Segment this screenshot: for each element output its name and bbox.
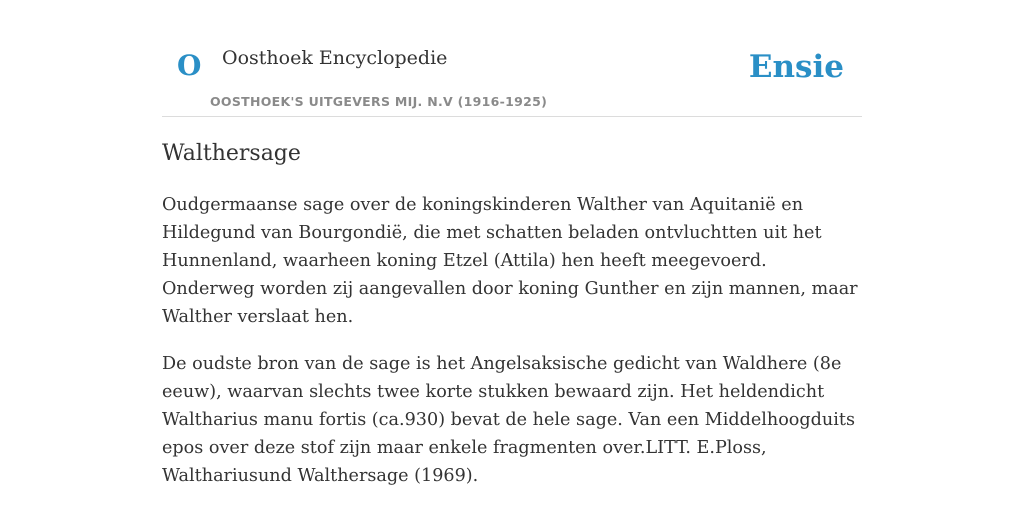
entry-title: Walthersage bbox=[162, 141, 301, 166]
oosthoek-logo[interactable]: O bbox=[177, 49, 202, 82]
source-title[interactable]: Oosthoek Encyclopedie bbox=[222, 47, 448, 69]
entry-paragraph: De oudste bron van de sage is het Angelsaksische gedicht van Waldhere (8e eeuw), waarvan slechts twee korte stukken bewaard zijn. Het heldendicht Waltharius manu fortis (ca.930) bevat de hele sage. Van een Middelhoogduits epos over deze stof zijn maar enkele fragmenten over.LITT. E.Ploss, Walthariusund Walthersage (1969). bbox=[162, 354, 855, 486]
entry-body bbox=[162, 191, 862, 490]
entry-paragraph: Oudgermaanse sage over de koningskinderen Walther van Aquitanië en Hildegund van Bourgondië, die met schatten beladen ontvluchtten uit het Hunnenland, waarheen koning Etzel (Attila) hen heeft meegevoerd. Onderweg worden zij aangevallen door koning Gunther en zijn mannen, maar Walther verslaat hen. bbox=[162, 195, 858, 327]
site-header bbox=[162, 0, 862, 117]
ensie-logo-link[interactable]: Ensie bbox=[748, 49, 844, 85]
publisher-label: OOSTHOEK'S UITGEVERS MIJ. N.V (1916-1925) bbox=[210, 94, 548, 109]
entry-content bbox=[162, 138, 862, 509]
